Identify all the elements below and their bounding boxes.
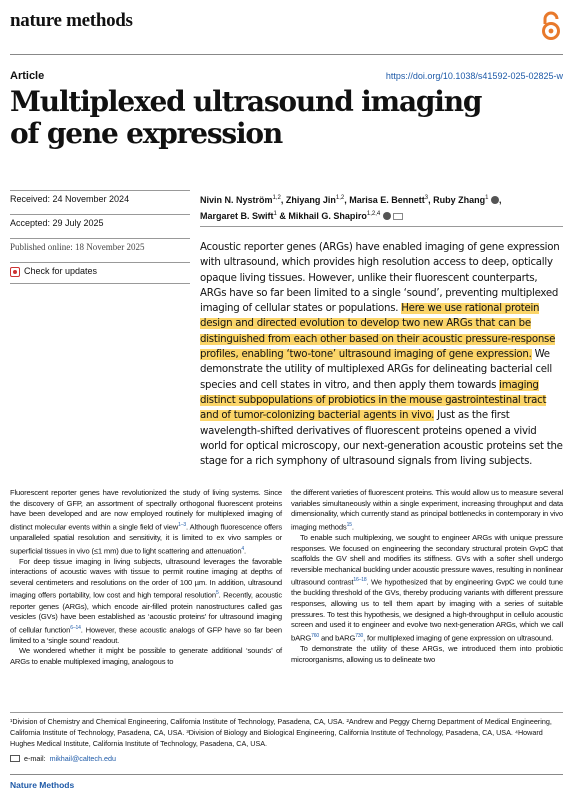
- check-for-updates-label: Check for updates: [24, 266, 98, 276]
- author-affiliation-sup: 1: [273, 211, 277, 217]
- check-for-updates-button[interactable]: [10, 262, 190, 284]
- body-text: , for multiplexed imaging of gene expression on ultrasound.: [363, 633, 554, 643]
- footnote-rule: [10, 712, 563, 713]
- author-name[interactable]: Zhiyang Jin: [285, 195, 336, 205]
- body-text: and bARG: [319, 633, 356, 643]
- citation-ref[interactable]: 16–18: [353, 577, 367, 584]
- author-affiliation-sup: 1: [485, 195, 489, 201]
- author-affiliation-sup: 1,2: [272, 195, 281, 201]
- body-column-2: [291, 488, 563, 665]
- citation-ref[interactable]: 15: [346, 521, 352, 528]
- body-text: . We hypothesized that by engineering GvpC we could tune the buckling threshold of the GVs, thereby producing variants with different pressure responses, allowing us to tell them apart by imaging with a series of suitable pressures. To test this hypothesis, we designed a high-throughput in cellulo acoustic screen and used it to engineer and evolve two next-generation ARGs, which we call bARG: [291, 577, 564, 643]
- open-access-icon: [540, 10, 562, 42]
- envelope-icon[interactable]: [393, 213, 403, 220]
- journal-name: nature methods: [10, 10, 133, 31]
- citation-ref[interactable]: 760: [311, 632, 319, 639]
- corresponding-email: [10, 754, 116, 763]
- body-text: . However, these acoustic analogs of GFP have so far been limited to a ‘single sound’ readout.: [10, 625, 282, 645]
- article-type: Article: [10, 70, 45, 82]
- author-affiliation-sup: 1,2,4: [366, 211, 381, 217]
- body-paragraph: [10, 488, 282, 557]
- citation-ref[interactable]: 4: [241, 545, 245, 552]
- body-paragraph: [10, 557, 282, 647]
- author-affiliation-sup: 1,2: [335, 195, 345, 201]
- article-title: Multiplexed ultrasound imaging of gene expression: [10, 85, 482, 150]
- body-column-1: [10, 488, 282, 668]
- body-text: To demonstrate the utility of these ARGs, we introduced them into probiotic microorganisms, allowing us to delineate two: [291, 643, 563, 664]
- citation-ref[interactable]: 5: [215, 590, 219, 597]
- body-text: . Although fluorescence offers unparalleled spatial resolution and sensitivity, it is limited to ex vivo samples or superficial tissues in vivo (≤1 mm) due to light scattering and attenuation: [10, 522, 282, 556]
- citation-ref[interactable]: 6–14: [70, 624, 81, 631]
- published-date: Published online: 18 November 2025: [10, 238, 190, 262]
- author-name[interactable]: Ruby Zhang: [433, 195, 486, 205]
- body-paragraph: [291, 533, 563, 644]
- abstract-text: We demonstrate the utility of multiplexed ARGs for delineating bacterial cell species and cell states in vitro, and then apply them towards: [200, 349, 552, 391]
- orcid-icon[interactable]: [491, 196, 499, 204]
- footer-journal-name: Nature Methods: [10, 780, 75, 790]
- body-paragraph: [291, 488, 563, 533]
- body-paragraph: [10, 646, 282, 667]
- author-affiliation-sup: 3: [424, 195, 429, 201]
- citation-ref[interactable]: 1–3: [178, 521, 186, 528]
- body-paragraph: [291, 644, 563, 665]
- body-text: the different varieties of fluorescent proteins. This would allow us to measure several variables simultaneously within a single experiment, increasing throughput and data dimensionality, which currently stand as principal bottlenecks in contemporary in vivo imaging methods: [291, 488, 563, 532]
- orcid-icon[interactable]: [383, 212, 391, 220]
- body-text: For deep tissue imaging in living subjects, ultrasound leverages the favorable interactions of acoustic waves with tissue to permit routine imaging at depths of several centimeters and resolutions on the order of 100 µm. In addition, ultrasound imaging offers portability, low cost and high temporal resolution: [10, 556, 282, 600]
- footer-rule: [10, 774, 563, 775]
- author-name[interactable]: Mikhail G. Shapiro: [288, 211, 367, 221]
- abstract-highlight: Here we use rational protein design and directed evolution to develop two new ARGs that can be distinguished from each other based on their acoustic pressure-response profiles, enabling ‘two-tone’ ultrasound imaging of gene expression.: [200, 303, 556, 361]
- author-name[interactable]: Nivin N. Nyström: [200, 195, 273, 205]
- authors-rule: [200, 226, 563, 227]
- email-label: e-mail:: [24, 754, 46, 763]
- accepted-date: Accepted: 29 July 2025: [10, 214, 190, 238]
- body-text: .: [244, 546, 247, 556]
- body-text: We wondered whether it might be possible to generate additional ‘sounds’ of ARGs to enable multiplexed imaging, analogous to: [10, 646, 282, 667]
- envelope-icon: [10, 755, 20, 762]
- author-list: Nivin N. Nyström$^{1,2}$, Zhiyang Jin$^{1,2}$, Marisa E. Bennett$^3$, Ruby Zhang$^1$ , Margaret B. Swift$^1$ & Mikhail G. Shapiro$^{1,2,4}$: [200, 195, 502, 221]
- check-for-updates-icon: [10, 267, 20, 277]
- author-name[interactable]: Marisa E. Bennett: [349, 195, 425, 205]
- doi-link[interactable]: https://doi.org/10.1038/s41592-025-02825-w: [385, 71, 563, 81]
- body-text: .: [351, 522, 354, 532]
- body-text: . Recently, acoustic reporter genes (ARGs), which encode air-filled protein nanostructures called gas vesicles (GVs) have been established as ‘acoustic proteins’ for ultrasound imaging of cellular function: [10, 590, 282, 635]
- citation-ref[interactable]: 730: [355, 632, 364, 639]
- abstract: [200, 240, 563, 469]
- body-text: To enable such multiplexing, we sought to engineer ARGs with unique pressure responses. We focused on engineering the secondary structural protein GvpC that scaffolds the GV shell and modifies its stiffness. GVs with a softer shell undergo reversible mechanical buckling under acoustic pressure waves, resulting in nonlinear ultrasound contrast: [291, 532, 563, 587]
- affiliations: ¹Division of Chemistry and Chemical Engineering, California Institute of Technology, Pasadena, CA, USA. ²Andrew and Peggy Cherng Department of Medical Engineering, California Institute of Technology, Pasadena, CA, USA. ³Division of Biology and Biological Engineering, California Institute of Technology, Pasadena, CA, USA. ⁴Howard Hughes Medical Institute, California Institute of Technology, Pasadena, CA, USA.: [10, 717, 552, 749]
- abstract-highlight: imaging distinct subpopulations of probiotics in the mouse gastrointestinal tract and of tumor-colonizing bacterial agents in vivo.: [200, 379, 547, 422]
- body-text: Fluorescent reporter genes have revolutionized the study of living systems. Since the discovery of GFP, an assortment of spectrally orthogonal fluorescent proteins have been developed and are now employed routinely for multiplexed imaging of distinct molecular events within a single field of view: [10, 488, 282, 532]
- abstract-text: Just as the first wavelength-shifted derivatives of fluorescent proteins opened a vivid world for optical microscopy, our next-generation acoustic proteins set the stage for a rich symphony of ultrasound signals from living subjects.: [200, 410, 563, 468]
- author-name[interactable]: Margaret B. Swift: [200, 211, 274, 221]
- received-date: Received: 24 November 2024: [10, 190, 190, 214]
- header-rule: [10, 54, 563, 55]
- abstract-text: Acoustic reporter genes (ARGs) have enabled imaging of gene expression with ultrasound, which provides high resolution access to deep, optically opaque living tissues. However, unlike their fluorescent counterparts, ARGs have so far been limited to a single ‘sound’, preventing multiplexed imaging of cellular states or populations.: [200, 242, 560, 315]
- email-link[interactable]: mikhail@caltech.edu: [49, 754, 117, 763]
- article-dates: [10, 190, 190, 284]
